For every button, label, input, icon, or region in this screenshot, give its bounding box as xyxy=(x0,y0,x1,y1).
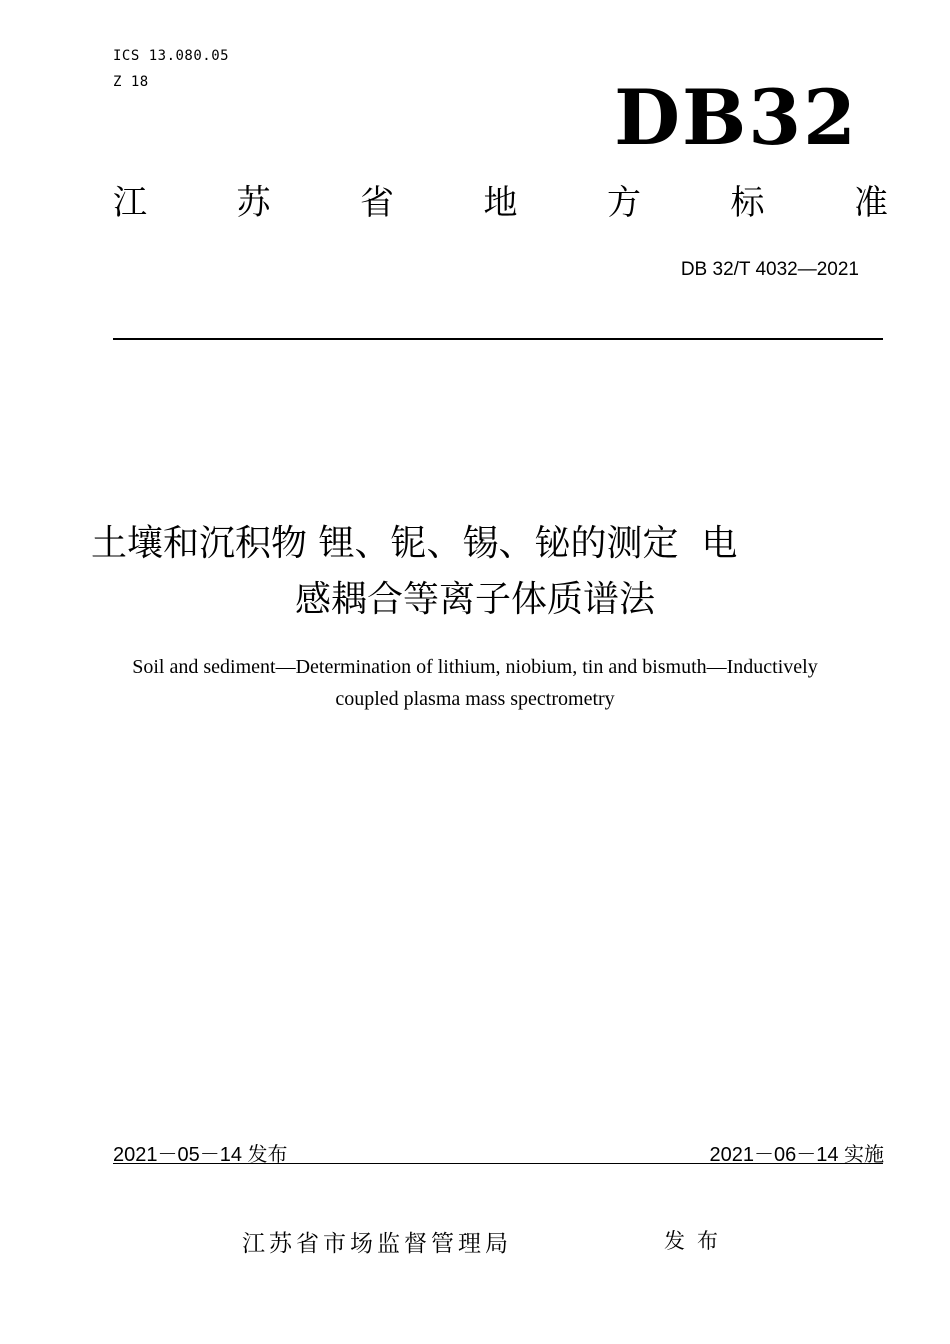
standard-type-char: 准 xyxy=(854,183,888,223)
standard-type-char: 标 xyxy=(730,183,765,223)
standard-type-char: 苏 xyxy=(236,183,271,223)
english-title xyxy=(60,651,890,715)
header-divider xyxy=(113,338,883,340)
chinese-title xyxy=(60,516,890,628)
standard-type-char: 方 xyxy=(607,183,641,223)
ics-code: ICS 13.080.05 xyxy=(113,48,230,64)
standard-type-char: 省 xyxy=(360,183,394,223)
db32-logo: DB32 xyxy=(614,73,858,162)
standard-type-heading xyxy=(113,183,888,223)
chinese-title-line-2: 感耦合等离子体质谱法 xyxy=(294,579,655,620)
standard-type-char: 地 xyxy=(483,183,518,223)
implementation-date: 2021－06－14 实施 xyxy=(709,1144,884,1166)
chinese-title-line-1: 土壤和沉积物 锂、铌、锡、铋的测定 电 xyxy=(91,523,738,564)
standard-type-char: 江 xyxy=(113,183,147,223)
english-title-line-2: coupled plasma mass spectrometry xyxy=(335,688,615,710)
issue-date: 2021－05－14 发布 xyxy=(113,1144,288,1166)
ccs-code: Z 18 xyxy=(113,74,149,90)
publisher-name: 江苏省市场监督管理局 xyxy=(242,1231,512,1257)
standard-number: DB 32/T 4032—2021 xyxy=(680,259,859,280)
english-title-line-1: Soil and sediment—Determination of lithium, niobium, tin and bismuth—Inductively xyxy=(132,656,818,678)
publish-label: 发布 xyxy=(664,1229,730,1253)
footer-divider xyxy=(113,1163,883,1164)
